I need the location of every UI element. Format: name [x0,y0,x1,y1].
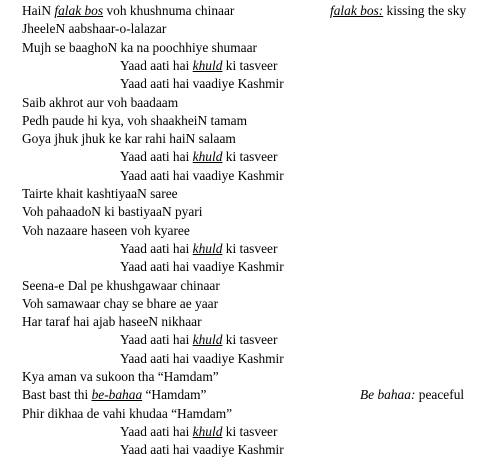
poem-line [22,130,236,148]
line-text: Pedh paude hi kya, voh shaakheiN tamam [22,112,247,128]
poem-line [22,112,247,130]
poem-line [22,386,206,404]
line-text: voh khushnuma chinaar [103,3,235,18]
line-text: Yaad aati hai [120,57,193,73]
poem-line [22,2,234,20]
line-text: Seena-e Dal pe khushgawaar chinaar [22,277,220,293]
line-text: Yaad aati hai [120,332,193,348]
line-text: Voh pahaadoN ki bastiyaaN pyari [22,204,203,220]
poem-line [22,295,218,313]
poem-line [22,20,166,38]
line-text: ki tasveer [222,149,278,165]
line-text: Yaad aati hai vaadiye Kashmir [120,442,284,458]
line-text: Kya aman va sukoon tha “Hamdam” [22,369,219,384]
glossed-term: be-bahaa [91,387,143,403]
refrain-line [120,75,284,93]
line-text: Phir dikhaa de vahi khudaa “Hamdam” [22,405,233,421]
line-text: ki tasveer [222,423,278,439]
line-text: Voh samawaar chay se bhare ae yaar [22,295,219,311]
line-text: Har taraf hai ajab haseeN nikhaar [22,314,202,330]
line-text: Yaad aati hai [120,240,193,256]
line-text: Saib akhrot aur voh baadaam [22,94,179,110]
refrain-line [120,350,284,368]
poem-line [22,185,178,203]
refrain-line [120,240,277,258]
refrain-line [120,331,277,349]
line-text: Yaad aati hai vaadiye Kashmir [120,167,284,183]
line-text: Goya jhuk jhuk ke kar rahi haiN salaam [22,131,236,147]
poem-line [22,368,219,386]
line-text: Bast bast thi [22,387,92,403]
line-text: Yaad aati hai [120,423,193,439]
poem-line [22,94,178,112]
poem-line [22,222,190,240]
glossary-term: falak bos: [330,3,384,18]
line-text: “Hamdam” [142,387,207,403]
refrain-line [120,423,277,441]
glossed-term: khuld [192,149,223,165]
line-text: JheeleN aabshaar-o-lalazar [22,21,167,37]
poem-line [22,203,202,221]
line-text: Tairte khait kashtiyaaN saree [22,186,178,201]
line-text: HaiN [22,3,55,18]
poem-line [22,39,257,57]
refrain-line [120,441,284,459]
line-text: Yaad aati hai vaadiye Kashmir [120,350,284,366]
refrain-line [120,57,277,75]
poem-line [22,405,232,423]
glossed-term: khuld [192,423,223,439]
glossed-term: khuld [192,332,223,348]
glossed-term: khuld [192,57,223,73]
refrain-line [120,167,284,185]
line-text: Yaad aati hai [120,149,193,165]
line-text: Yaad aati hai vaadiye Kashmir [120,259,284,275]
line-text: Mujh se baaghoN ka na poochhiye shumaar [22,39,258,55]
refrain-line [120,148,277,166]
line-text: ki tasveer [222,332,278,348]
glossary-note [360,386,464,404]
refrain-line [120,258,284,276]
glossed-term: falak bos [54,3,104,18]
glossary-meaning: kissing the sky [383,3,467,18]
line-text: ki tasveer [222,57,278,73]
line-text: ki tasveer [222,240,278,256]
line-text: Yaad aati hai vaadiye Kashmir [120,76,284,92]
glossary-note [330,2,466,20]
glossary-meaning: peaceful [415,387,465,403]
line-text: Voh nazaare haseen voh kyaree [22,222,190,238]
poem-line [22,313,202,331]
glossary-term: Be bahaa: [360,387,416,403]
glossed-term: khuld [192,240,223,256]
poem-line [22,277,220,295]
